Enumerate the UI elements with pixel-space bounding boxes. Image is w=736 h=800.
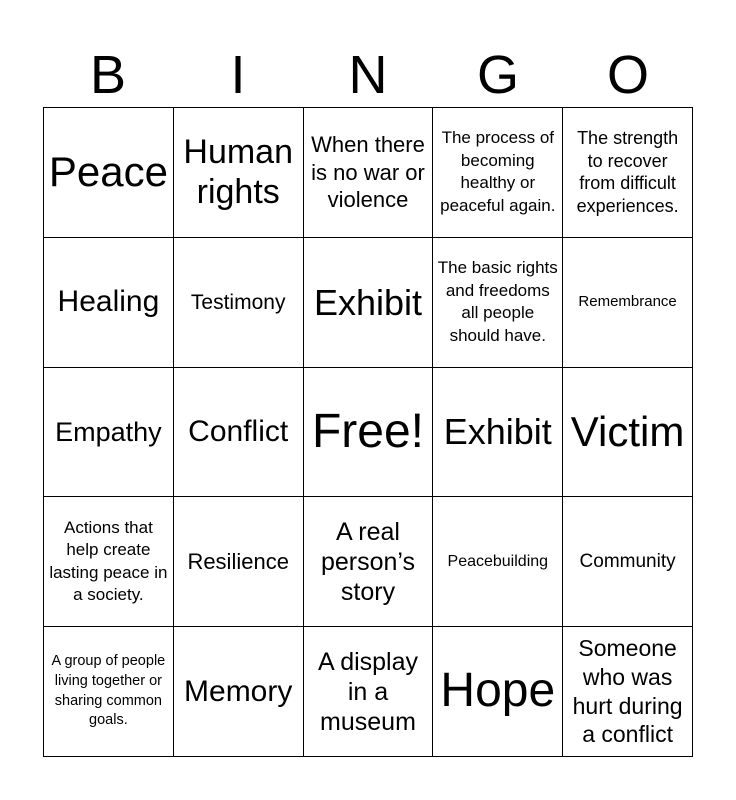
cell-text: Exhibit — [313, 281, 423, 323]
header-letter-n: N — [348, 45, 388, 105]
cell-text: A display in a museum — [317, 647, 419, 736]
cell-text: Peace — [48, 148, 168, 196]
cell-text: Victim — [570, 407, 685, 455]
bingo-cell[interactable] — [44, 238, 174, 368]
bingo-cell[interactable] — [44, 368, 174, 498]
free-space-cell[interactable] — [304, 368, 434, 498]
bingo-cell[interactable] — [304, 497, 434, 627]
cell-text: Remembrance — [578, 293, 677, 311]
bingo-cell[interactable] — [563, 368, 693, 498]
cell-text: Human rights — [183, 132, 293, 212]
bingo-cell[interactable] — [174, 238, 304, 368]
cell-text: Actions that help create lasting peace in a society. — [49, 517, 168, 605]
bingo-header — [43, 42, 693, 108]
header-letter-b: B — [89, 45, 127, 105]
cell-text: A group of people living together or sharing common goals. — [51, 653, 166, 729]
cell-text: Healing — [57, 285, 160, 319]
cell-text: Resilience — [187, 549, 289, 575]
bingo-cell[interactable] — [304, 627, 434, 757]
cell-text: Community — [579, 551, 676, 573]
bingo-grid — [43, 107, 693, 757]
cell-text: Hope — [440, 664, 556, 718]
cell-text: The basic rights and freedoms all people should have. — [437, 257, 558, 345]
bingo-cell[interactable] — [563, 627, 693, 757]
cell-text: A real person’s story — [320, 517, 416, 606]
bingo-cell[interactable] — [174, 108, 304, 238]
cell-text: Exhibit — [443, 411, 552, 453]
bingo-cell[interactable] — [563, 497, 693, 627]
bingo-cell[interactable] — [433, 238, 563, 368]
bingo-cell[interactable] — [433, 108, 563, 238]
bingo-cell[interactable] — [44, 627, 174, 757]
cell-text: When there is no war or violence — [311, 132, 425, 213]
bingo-cell[interactable] — [433, 497, 563, 627]
free-space-text: Free! — [311, 404, 424, 458]
bingo-cell[interactable] — [304, 238, 434, 368]
bingo-cell[interactable] — [44, 108, 174, 238]
cell-text: Someone who was hurt during a conflict — [572, 635, 683, 748]
cell-text: Testimony — [190, 290, 286, 314]
cell-text: Peacebuilding — [447, 552, 549, 570]
bingo-cell[interactable] — [44, 497, 174, 627]
bingo-cell[interactable] — [433, 627, 563, 757]
bingo-cell[interactable] — [174, 627, 304, 757]
bingo-cell[interactable] — [563, 108, 693, 238]
cell-text: Empathy — [55, 416, 162, 447]
bingo-cell[interactable] — [433, 368, 563, 498]
bingo-cell[interactable] — [174, 497, 304, 627]
bingo-cell[interactable] — [304, 108, 434, 238]
cell-text: The strength to recover from difficult experiences. — [576, 128, 679, 216]
header-letter-g: G — [476, 45, 519, 105]
header-letter-i: I — [230, 45, 246, 105]
bingo-cell[interactable] — [174, 368, 304, 498]
bingo-cell[interactable] — [563, 238, 693, 368]
cell-text: The process of becoming healthy or peaceful again. — [440, 128, 556, 215]
header-letter-o: O — [606, 45, 649, 105]
cell-text: Conflict — [188, 414, 289, 448]
cell-text: Memory — [184, 674, 293, 708]
